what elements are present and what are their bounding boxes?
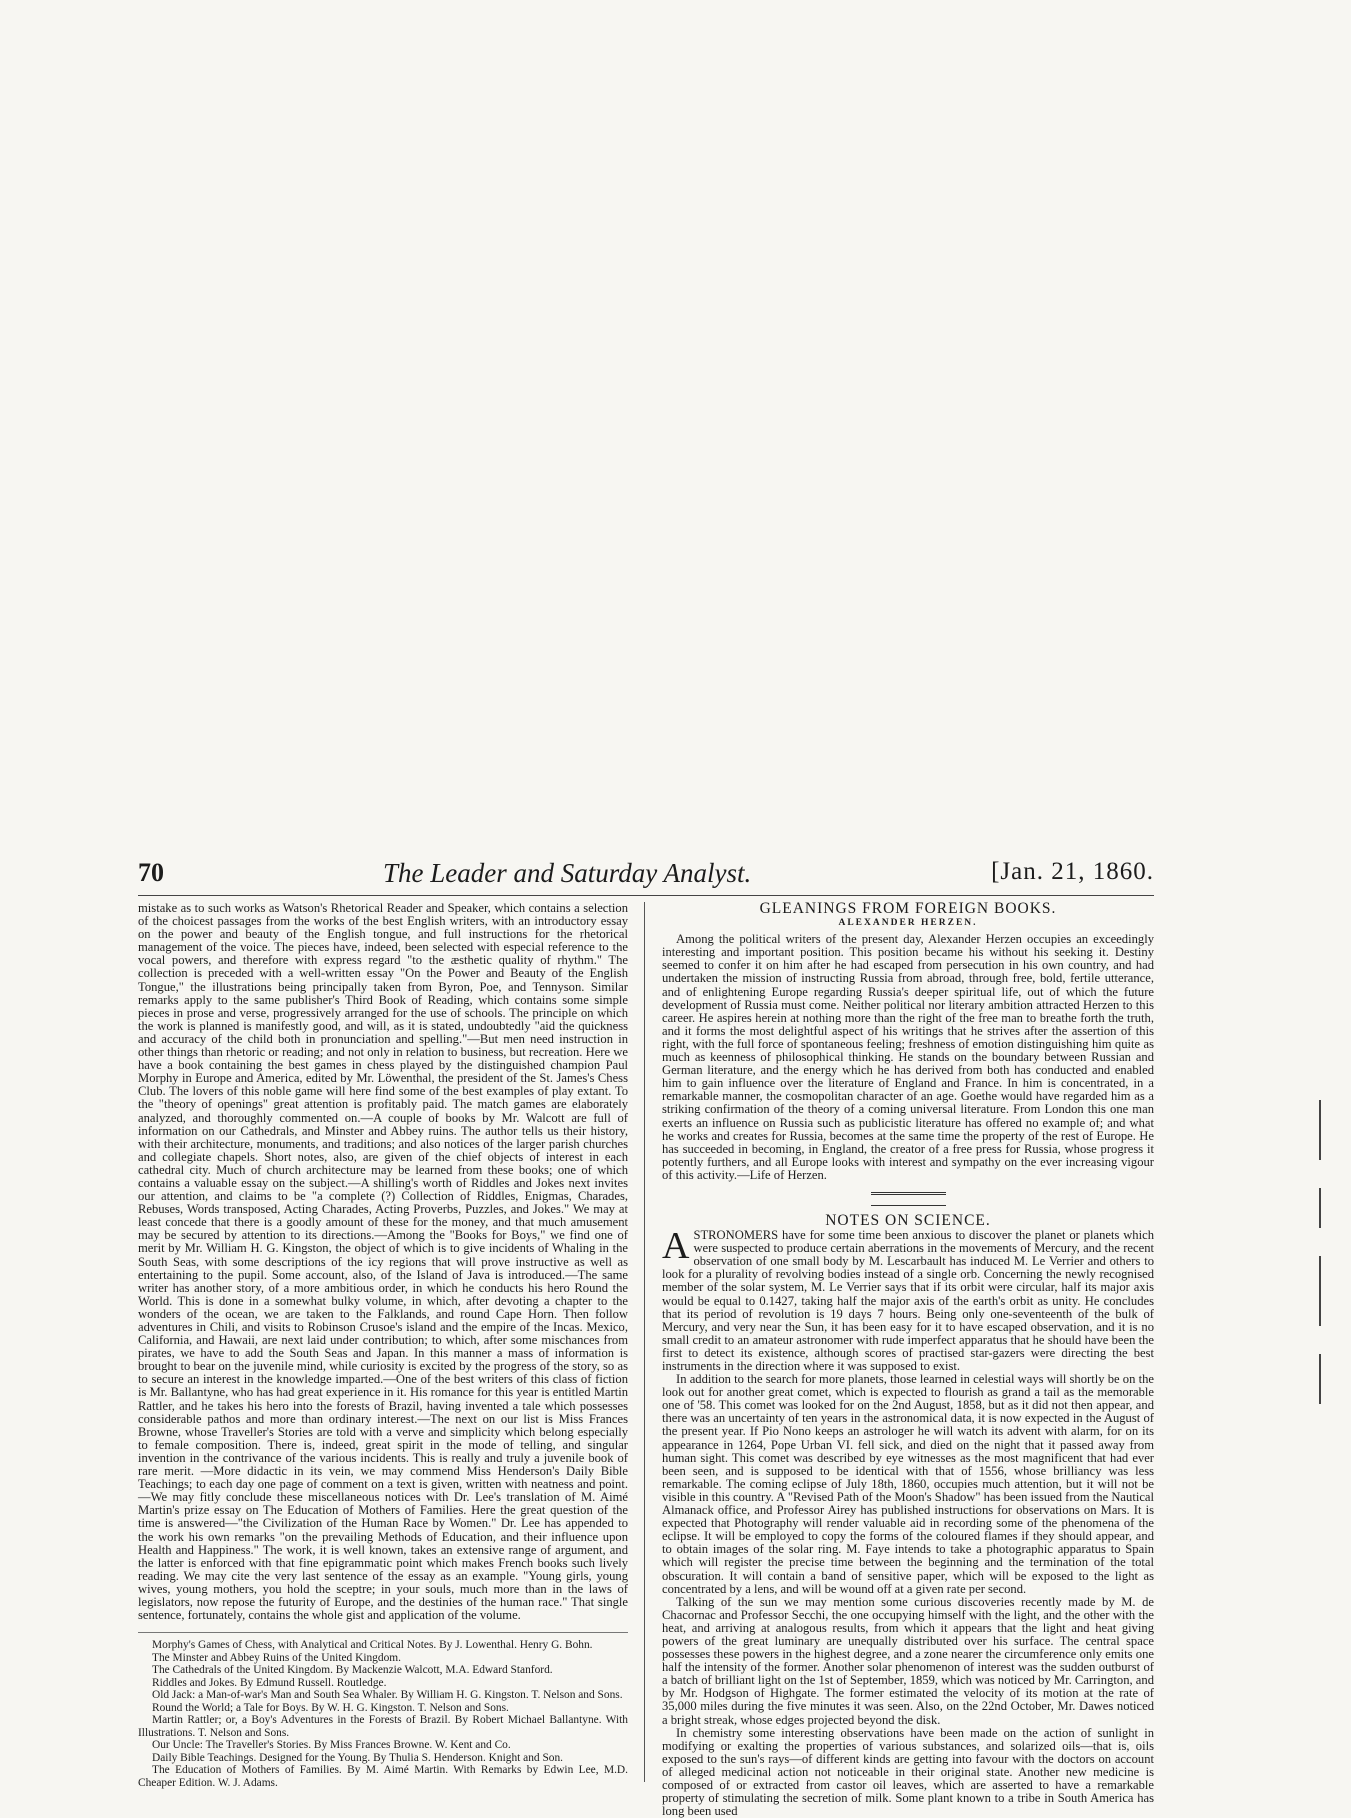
running-title: The Leader and Saturday Analyst.: [383, 858, 752, 888]
book-reviews-text: mistake as to such works as Watson's Rhetorical Reader and Speaker, which contains a selection of the choicest passages from the works of the best English writers, with an introductory essay on the power and beauty of the English tongue, and full instructions for the rhetorical management of the voice. The pieces have, indeed, been selected with especial reference to the vocal powers, and therefore with express regard "to the æsthetic quality of rhythm." The collection is preceded with a well-written essay "On the Power and Beauty of the English Tongue," the illustrations being principally taken from Byron, Poe, and Tennyson. Similar remarks apply to the same publisher's Third Book of Reading, which contains some simple pieces in prose and verse, progressively arranged for the use of schools. The principle on which the work is planned is manifestly good, and will, as it is stated, undoubtedly "aid the quickness and accuracy of the child both in pronunciation and spelling."—But men need instruction in other things than rhetoric or reading; and not only in relation to business, but recreation. Here we have a book containing the best games in chess played by the distinguished champion Paul Morphy in Europe and America, edited by Mr. Löwenthal, the president of the St. James's Chess Club. The lovers of this noble game will here find some of the best examples of play extant. To the "theory of openings" great attention is profitably paid. The match games are elaborately analyzed, and thoroughly commented on.—A couple of books by Mr. Walcott are full of information on our Cathedrals, and Minster and Abbey ruins. The author tells us their history, with their architecture, monuments, and traditions; and also notices of the larger parish churches and collegiate chapels. Short notes, also, are given of the chief objects of interest in each cathedral city. Much of church architecture may be learned from these books; one of which contains a valuable essay on the subject.—A shilling's worth of Riddles and Jokes next invites our attention, and claims to be "a complete (?) Collection of Riddles, Enigmas, Charades, Rebuses, Words transposed, Acting Charades, Acting Proverbs, Puzzles, and Jokes." We may at least concede that there is a goodly amount of these for the money, and that much amusement may be secured by attention to its directions.—Among the "Books for Boys," we find one of merit by Mr. William H. G. Kingston, the object of which is to give incidents of Whaling in the South Seas, with some descriptions of the icy regions that will prove instructive as well as entertaining to the pupil. Some account, also, of the Island of Java is introduced.—The same writer has another story, of a more ambitious order, in which he conducts his hero Round the World. This is done in a somewhat bulky volume, in which, after devoting a chapter to the wonders of the ocean, we are taken to the Falklands, and round Cape Horn. Then follow adventures in Chili, and visits to Robinson Crusoe's island and the empire of the Incas. Mexico, California, and Hawaii, are next laid under contribution; to which, after some mischances from pirates, we have to add the South Seas and Japan. In this manner a mass of information is brought to bear on the juvenile mind, while curiosity is excited by the progress of the story, so as to secure an interest in the knowledge imparted.—One of the best writers of this class of fiction is Mr. Ballantyne, who has had great experience in it. His romance for this year is entitled Martin Rattler, and he takes his hero into the forests of Brazil, having invented a tale which possesses considerable pathos and more than ordinary interest.—The next on our list is Miss Frances Browne, whose Traveller's Stories are told with a verve and simplicity which belong especially to female composition. There is, indeed, great spirit in the mode of telling, and singular invention in the contrivance of the various incidents. This is really and truly a juvenile book of rare merit. —More didactic in its vein, we may commend Miss Henderson's Daily Bible Teachings; to each day one page of comment on a text is given, written with neatness and point.—We may fitly conclude these miscellaneous notices with Dr. Lee's translation of M. Aimé Martin's prize essay on The Education of Mothers of Families. Here the great question of the time is answered—"the Civilization of the Human Race by Women." Dr. Lee has appended to the work his own remarks "on the prevailing Methods of Education, and their influence upon Health and Happiness." The work, it is well known, takes an extensive range of argument, and the latter is enforced with that fine epigrammatic point which makes French books such lively reading. We may cite the very last sentence of the essay as an example. "Young girls, young wives, young mothers, you hold the sceptre; in your souls, much more than in the laws of legislators, now repose the futurity of Europe, and the destinies of the human race." That single sentence, fortunately, contains the whole gist and application of the volume.: [138, 901, 628, 1623]
science-lead-paragraph: [662, 1225, 1154, 1373]
book-entry: Daily Bible Teachings. Designed for the Young. By Thulia S. Henderson. Knight and Son.: [152, 1751, 564, 1764]
gleanings-title: GLEANINGS FROM FOREIGN BOOKS.: [759, 900, 1057, 917]
section-separator: [871, 1205, 946, 1206]
column-divider: [644, 902, 645, 1782]
page-number: 70: [138, 858, 164, 887]
science-paragraph: Talking of the sun we may mention some curious discoveries recently made by M. de Chacornac and Professor Secchi, the one occupying himself with the light, and the other with the heat, and arriving at analogous results, from which it appears that the light and heat giving powers of the great luminary are unequally distributed over his surface. The central space possesses these powers in the highest degree, and a zone nearer the circumference only emits one half the intensity of the former. Another solar phenomenon of interest was the sudden outburst of a batch of brilliant light on the 1st of September, 1859, which was noticed by Mr. Carrington, and by Mr. Hodgson of Highgate. The former estimated the velocity of its motion at the rate of 35,000 miles during the five minutes it was seen. Also, on the 22nd October, Mr. Dawes noticed a bright streak, whose edges projected beyond the disk.: [662, 1594, 1154, 1727]
book-entry: Our Uncle: The Traveller's Stories. By Miss Frances Browne. W. Kent and Co.: [152, 1739, 511, 1752]
issue-date: [Jan. 21, 1860.: [991, 858, 1154, 885]
science-title: NOTES ON SCIENCE.: [825, 1211, 991, 1229]
left-column: [138, 902, 628, 1792]
gleanings-text: Among the political writers of the present day, Alexander Herzen occupies an exceedingly interesting and important position. This position became his without his seeking it. Destiny seemed to confer it on him after he had escaped from persecution in his own country, and had undertaken the mission of instructing Russia from abroad, through free, bold, fertile utterance, and of enlightening Europe regarding Russia's deeper spiritual life, out of which the future development of Russia must come. Neither political nor literary ambition attracted Herzen to this career. He aspires herein at nothing more than the right of the free man to breathe forth the truth, and it forms the most delightful aspect of his writings that he strives after the assertion of this right, with the full force of spontaneous feeling; freshness of emotion distinguishing him quite as much as keenness of philosophical thinking. He stands on the boundary between Russian and German literature, and the energy which he has derived from both has conducted and enabled him to gain influence over the literature of England and France. In him is concentrated, in a remarkable manner, the cosmopolitan character of an age. Goethe would have regarded him as a striking confirmation of the theory of a coming universal literature. From London this one man exerts an influence on Russia such as publicistic literature has offered no example of; and what he works and creates for Russia, becomes at the same time the property of the rest of Europe. He has succeeded in becoming, in England, the creator of a free press for Russia, whose progress it potently furthers, and all Europe looks with interest and sympathy on the ever increasing vigour of this activity.—Life of Herzen.: [662, 932, 1154, 1182]
edge-mark: [1319, 1100, 1321, 1160]
book-entry: The Minster and Abbey Ruins of the United Kingdom.: [152, 1651, 401, 1664]
section-separator: [871, 1192, 946, 1195]
page-edge-marks: [1319, 1100, 1321, 1760]
book-entry: Martin Rattler; or, a Boy's Adventures in the Forests of Brazil. By Robert Michael Ballantyne. With Illustrations. T. Nelson and Sons.: [138, 1714, 628, 1739]
science-paragraph: In addition to the search for more planets, those learned in celestial ways will shortly be on the look out for another great comet, which is expected to flourish as grand a tail as the memorable one of '58. This comet was looked for on the 2nd August, 1858, but as it did not then appear, and there was an uncertainty of ten years in the astronomical data, it is now expected in the August of the present year. If Pio Nono keeps an astrologer he will watch its advent with alarm, for on its appearance in 1264, Pope Urban VI. fell sick, and died on the night that it passed away from human sight. This comet was described by eye witnesses as the most magnificent that had ever been seen, and is supposed to be identical with that of 1556, whose brilliancy was less remarkable. The coming eclipse of July 18th, 1860, occupies much attention, but it will not be visible in this country. A "Revised Path of the Moon's Shadow" has been issued from the Nautical Almanack office, and Professor Airey has published instructions for observations on Mars. It is expected that Photography will render valuable aid in recording some of the phenomena of the eclipse. It will be employed to copy the forms of the coloured flames if they should appear, and to obtain images of the solar ring. M. Faye intends to take a photographic apparatus to Spain which will register the precise time between the beginning and the termination of the total obscuration. It will contain a band of sensitive paper, which will be exposed to the light as concentrated by a lens, and will be wound off at a given rate per second.: [662, 1372, 1154, 1596]
right-column: [662, 900, 1154, 1818]
edge-mark: [1319, 1188, 1321, 1228]
science-paragraph: In chemistry some interesting observations have been made on the action of sunlight in modifying or exalting the properties of various substances, and solarized oils—that is, oils exposed to the sun's rays—of different kinds are getting into favour with the doctors on account of alleged medicinal action not noticeable in their original state. Another new medicine is composed of or extracted from castor oil leaves, which are asserted to have a remarkable property of stimulating the secretion of milk. Some plant known to a tribe in South America has long been used: [662, 1725, 1154, 1818]
science-lead-text: STRONOMERS have for some time been anxious to discover the planet or planets which were suspected to produce certain aberrations in the movements of Mercury, and the recent observation of one small body by M. Lescarbault has induced M. Le Verrier and others to look for a plurality of revolving bodies instead of a single orb. Concerning the newly recognised member of the solar system, M. Le Verrier says that if its orbit were circular, half its major axis would be equal to 0.1427, taking half the major axis of the earth's orbit as unity. He concludes that its period of revolution is 19 days 7 hours. Being only one-seventeenth of the bulk of Mercury, and very near the Sun, it has been easy for it to have escaped observation, and it is no small credit to an amateur astronomer with rude imperfect apparatus that he should have been the first to detect its existence, although scores of practised star-gazers were directing the best instruments in the direction where it was supposed to exist.: [662, 1228, 1154, 1373]
book-entry: The Education of Mothers of Families. By M. Aimé Martin. With Remarks by Edwin Lee, M.D. Cheaper Edition. W. J. Adams.: [138, 1764, 628, 1789]
gleanings-subtitle: ALEXANDER HERZEN.: [838, 918, 978, 929]
book-entry: Morphy's Games of Chess, with Analytical and Critical Notes. By J. Lowenthal. Henry G. Bohn.: [152, 1639, 593, 1652]
edge-mark: [1319, 1256, 1321, 1326]
edge-mark: [1319, 1354, 1321, 1404]
book-list: [138, 1632, 628, 1789]
book-entry: Riddles and Jokes. By Edmund Russell. Routledge.: [152, 1676, 387, 1689]
book-entry: The Cathedrals of the United Kingdom. By Mackenzie Walcott, M.A. Edward Stanford.: [152, 1664, 553, 1677]
drop-cap: A: [662, 1225, 690, 1268]
page-header: [138, 858, 1154, 898]
book-entry: Old Jack: a Man-of-war's Man and South Sea Whaler. By William H. G. Kingston. T. Nelson and Sons.: [152, 1689, 623, 1702]
header-rule: [138, 895, 1154, 896]
book-entry: Round the World; a Tale for Boys. By W. H. G. Kingston. T. Nelson and Sons.: [152, 1701, 509, 1714]
